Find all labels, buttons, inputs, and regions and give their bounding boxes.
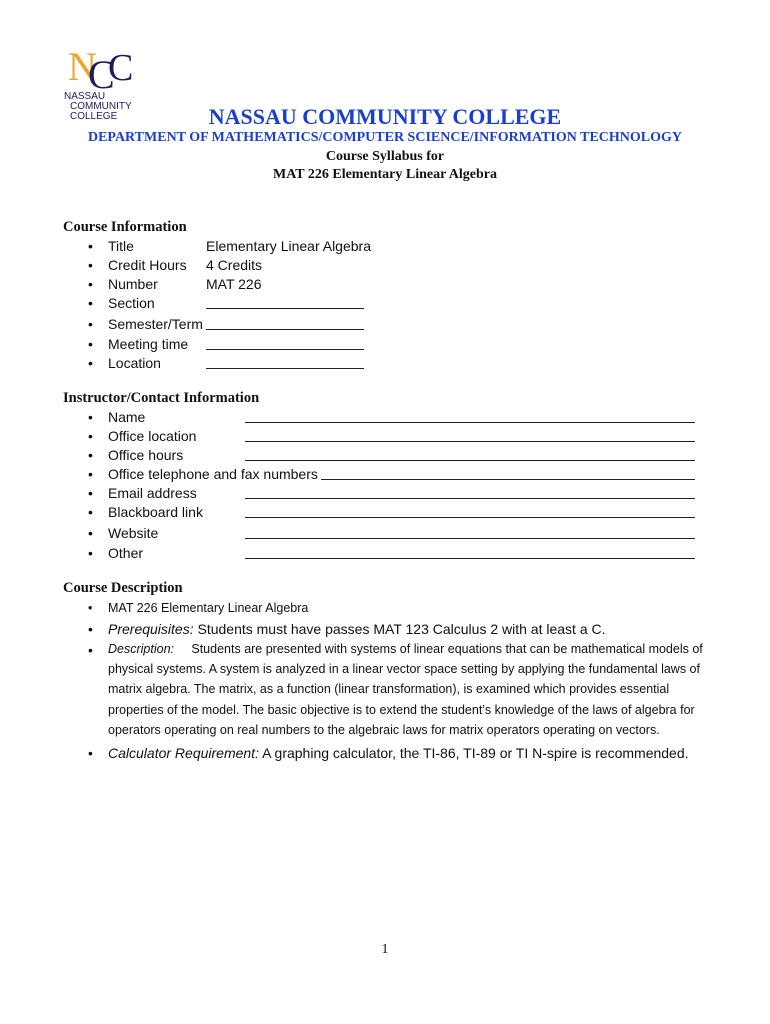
bullet-icon: • <box>88 295 93 311</box>
instructor-info-label: Other <box>108 545 144 561</box>
logo-line-3: COLLEGE <box>70 111 118 122</box>
instructor-info-label: Email address <box>108 485 197 501</box>
instructor-info-label: Name <box>108 409 146 425</box>
course-info-label: Location <box>108 355 161 371</box>
semester-blank[interactable] <box>206 315 364 330</box>
calculator-text: A graphing calculator, the TI-86, TI-89 or TI N-spire is recommended. <box>258 745 689 761</box>
description-text: Students are presented with systems of linear equations that can be mathematical models of physical systems. A system is analyzed in a linear vector space setting by applying the fundamental laws of matrix algebra. The matrix, as a function (linear transformation), is examined which provides essential properties of the model. The basic objective is to extend the student’s knowledge of the laws of algebra for operators operating on real numbers to the algebraic laws for matrix operators operating on vectors. <box>108 642 703 737</box>
bullet-icon: • <box>88 545 93 561</box>
svg-text:C: C <box>88 52 115 97</box>
course-info-label: Title <box>108 238 134 254</box>
bullet-icon: • <box>88 257 93 273</box>
syllabus-subtitle: Course Syllabus for <box>325 149 445 164</box>
course-name-text: MAT 226 Elementary Linear Algebra <box>108 601 309 615</box>
instructor-info-label: Office telephone and fax numbers <box>108 466 318 482</box>
bullet-icon: • <box>88 336 93 352</box>
bullet-icon: • <box>88 745 93 761</box>
svg-text:C: C <box>108 47 134 89</box>
bullet-icon: • <box>88 238 93 254</box>
course-info-value: MAT 226 <box>206 276 262 292</box>
course-info-label: Number <box>108 276 158 292</box>
description-label: Description: <box>108 642 174 656</box>
bullet-icon: • <box>88 428 93 444</box>
bullet-icon: • <box>88 466 93 482</box>
location-blank[interactable] <box>206 354 364 369</box>
bullet-icon: • <box>88 355 93 371</box>
bullet-icon: • <box>88 485 93 501</box>
calculator-label: Calculator Requirement: <box>108 745 259 761</box>
website-blank[interactable] <box>245 524 695 539</box>
bullet-icon: • <box>88 316 93 332</box>
office-location-blank[interactable] <box>245 427 695 442</box>
bullet-icon: • <box>88 621 93 637</box>
bullet-icon: • <box>88 601 93 615</box>
bullet-icon: • <box>88 409 93 425</box>
course-info-label: Semester/Term <box>108 316 203 332</box>
instructor-info-label: Office location <box>108 428 197 444</box>
office-hours-blank[interactable] <box>245 446 695 461</box>
logo-line-1: NASSAU <box>64 91 106 102</box>
meeting-time-blank[interactable] <box>206 335 364 350</box>
course-info-label: Meeting time <box>108 336 189 352</box>
course-info-value: 4 Credits <box>206 257 263 273</box>
bullet-icon: • <box>88 642 93 658</box>
college-title: NASSAU COMMUNITY COLLEGE <box>208 104 562 129</box>
instructor-info-label: Website <box>108 525 159 541</box>
other-blank[interactable] <box>245 544 695 559</box>
course-info-label: Credit Hours <box>108 257 187 273</box>
bullet-icon: • <box>88 525 93 541</box>
description-paragraph <box>108 639 720 740</box>
instructor-info-label: Blackboard link <box>108 504 203 520</box>
prerequisites-label: Prerequisites: <box>108 621 194 637</box>
course-description-heading: Course Description <box>63 580 183 596</box>
course-info-heading: Course Information <box>63 219 187 235</box>
department-name: DEPARTMENT OF MATHEMATICS/COMPUTER SCIENCE/INFORMATION TECHNOLOGY <box>87 130 683 145</box>
name-blank[interactable] <box>245 408 695 423</box>
instructor-info-label: Office hours <box>108 447 184 463</box>
blackboard-blank[interactable] <box>245 503 695 518</box>
page-number: 1 <box>381 942 389 957</box>
course-info-label: Section <box>108 295 155 311</box>
logo-line-2: COMMUNITY <box>70 101 132 112</box>
svg-text:N: N <box>68 44 97 89</box>
section-blank[interactable] <box>206 294 364 309</box>
bullet-icon: • <box>88 276 93 292</box>
course-title: MAT 226 Elementary Linear Algebra <box>273 167 497 182</box>
course-info-value: Elementary Linear Algebra <box>206 238 371 254</box>
college-name <box>0 101 770 130</box>
phone-fax-blank[interactable] <box>321 465 695 480</box>
bullet-icon: • <box>88 447 93 463</box>
instructor-info-heading: Instructor/Contact Information <box>63 390 260 406</box>
email-blank[interactable] <box>245 484 695 499</box>
prerequisites-text: Students must have passes MAT 123 Calculus 2 with at least a C. <box>193 621 606 637</box>
bullet-icon: • <box>88 504 93 520</box>
